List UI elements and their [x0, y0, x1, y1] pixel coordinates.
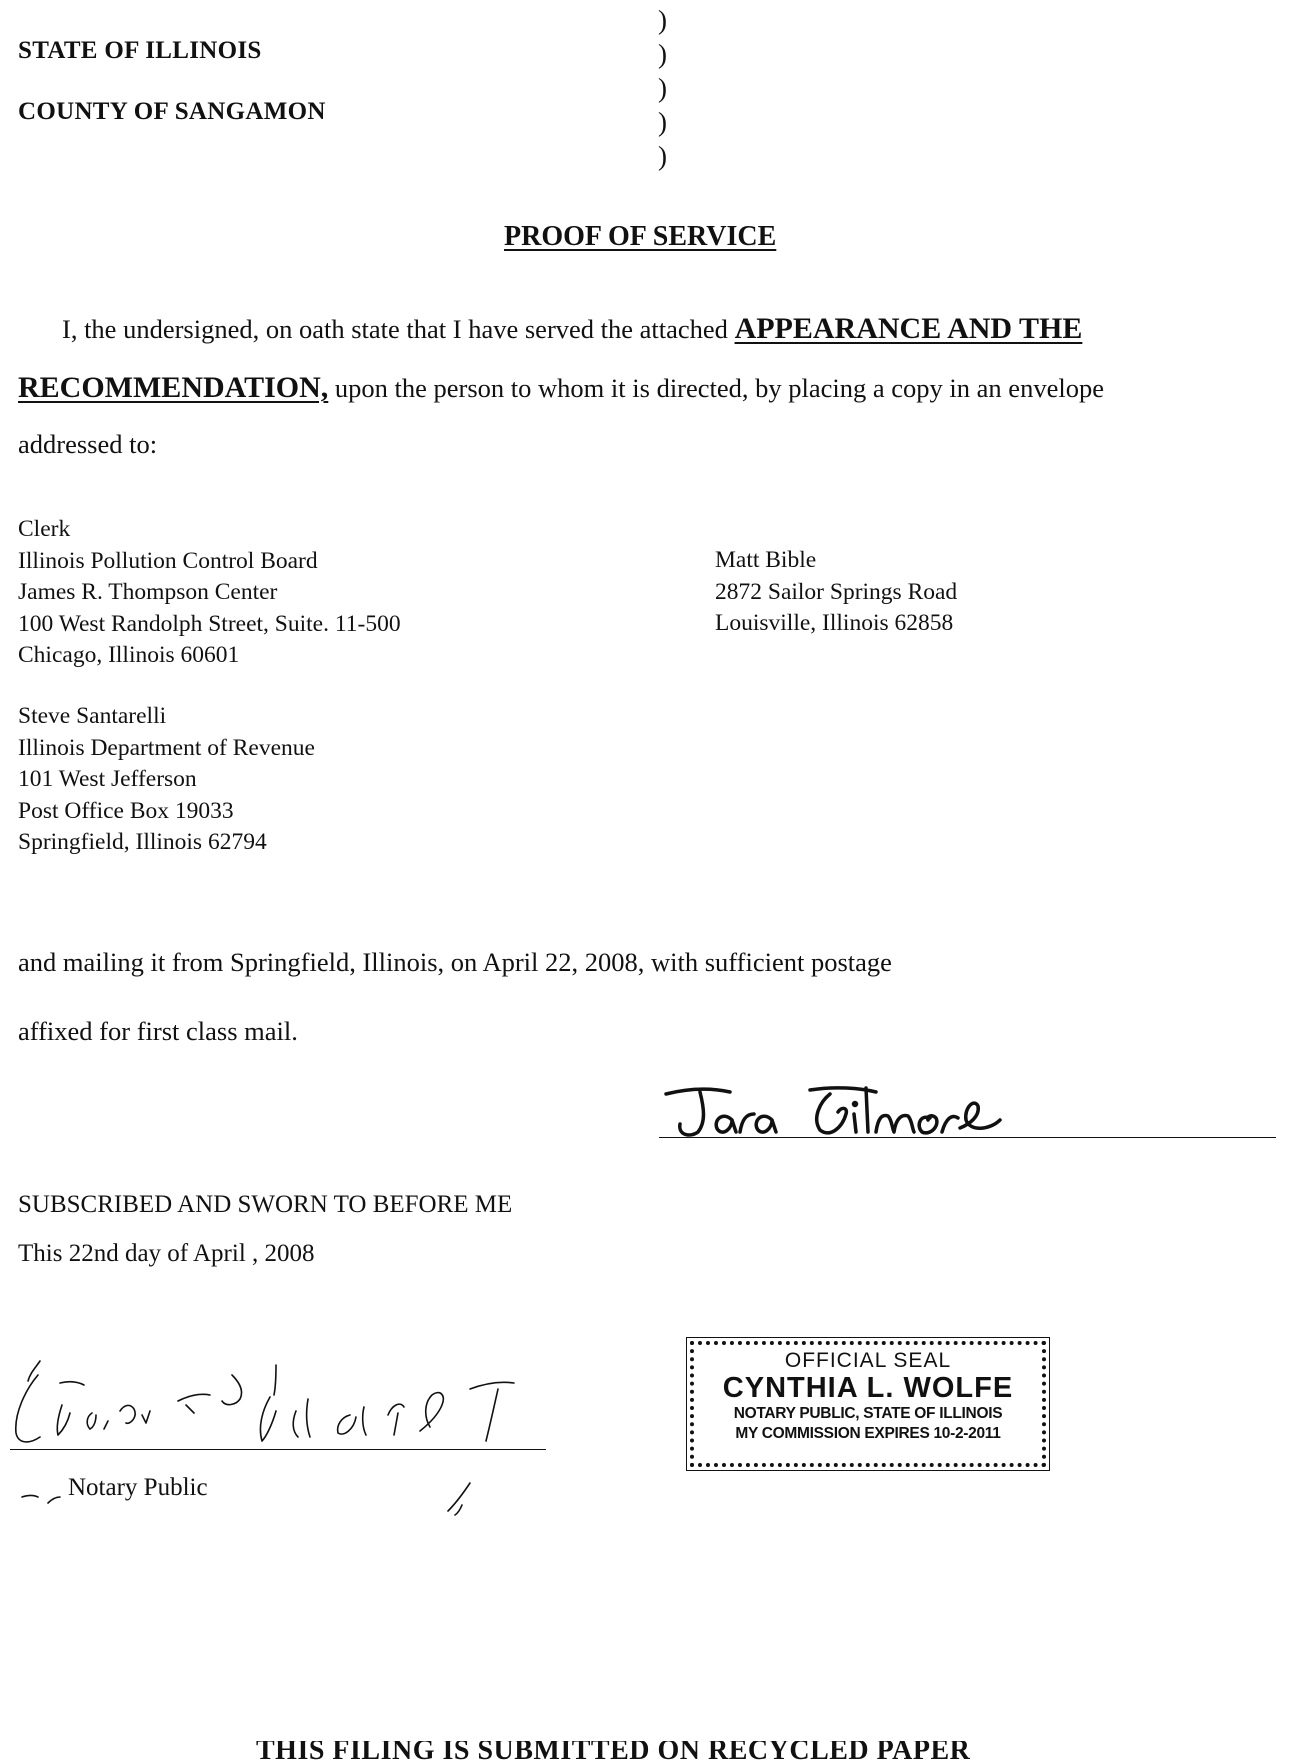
address-line: 100 West Randolph Street, Suite. 11-500: [18, 610, 401, 637]
notary-public-label: Notary Public: [68, 1474, 208, 1501]
statement-line-2: [18, 373, 1104, 403]
address-line: Springfield, Illinois 62794: [18, 829, 267, 855]
state-caption: STATE OF ILLINOIS: [18, 37, 262, 64]
address-line: Louisville, Illinois 62858: [715, 610, 954, 636]
served-document-part-2: RECOMMENDATION,: [18, 371, 329, 404]
seal-heading: OFFICIAL SEAL: [784, 1349, 952, 1372]
caption-paren: ): [658, 39, 667, 69]
caption-paren: ): [658, 5, 667, 35]
address-line: 101 West Jefferson: [18, 766, 197, 792]
affiant-signature-line: [659, 1137, 1276, 1138]
affiant-signature: [660, 1080, 1060, 1142]
official-seal: [690, 1341, 1046, 1467]
document-title: PROOF OF SERVICE: [504, 221, 777, 252]
notary-signature-line: [10, 1449, 546, 1450]
jurat-line-1: SUBSCRIBED AND SWORN TO BEFORE ME: [18, 1191, 513, 1218]
seal-notary-title: NOTARY PUBLIC, STATE OF ILLINOIS: [733, 1405, 1003, 1422]
statement-line-1: [62, 314, 1082, 344]
statement-suffix: upon the person to whom it is directed, by placing a copy in an envelope: [334, 373, 1104, 403]
address-line: Steve Santarelli: [18, 703, 167, 729]
address-line: 2872 Sailor Springs Road: [715, 578, 958, 605]
served-document-part-1: APPEARANCE AND THE: [734, 312, 1083, 345]
address-line: James R. Thompson Center: [18, 579, 278, 605]
address-line: Chicago, Illinois 60601: [18, 642, 240, 668]
statement-line-3: addressed to:: [18, 429, 158, 459]
recycled-paper-footer: THIS FILING IS SUBMITTED ON RECYCLED PAPER: [256, 1741, 971, 1760]
address-block-revenue: [18, 701, 315, 859]
address-line: Post Office Box 19033: [18, 797, 234, 824]
jurat-line-2: This 22nd day of April , 2008: [18, 1240, 315, 1267]
address-line: Matt Bible: [715, 547, 817, 573]
address-line: Illinois Department of Revenue: [18, 734, 315, 761]
statement-prefix: I, the undersigned, on oath state that I have served the attached: [62, 314, 728, 344]
address-line: Illinois Pollution Control Board: [18, 547, 318, 574]
mailing-line-2: affixed for first class mail.: [18, 1016, 298, 1046]
county-caption: COUNTY OF SANGAMON: [18, 98, 326, 125]
address-block-bible: [715, 545, 957, 640]
caption-paren: ): [658, 73, 667, 103]
caption-parens: [658, 3, 667, 173]
caption-paren: ): [658, 141, 667, 171]
seal-notary-name: CYNTHIA L. WOLFE: [722, 1372, 1014, 1404]
caption-paren: ): [658, 107, 667, 137]
seal-commission-expiry: MY COMMISSION EXPIRES 10-2-2011: [735, 1425, 1001, 1442]
mailing-line-1: and mailing it from Springfield, Illinois, on April 22, 2008, with sufficient postage: [18, 947, 892, 977]
address-line: Clerk: [18, 516, 71, 542]
address-block-clerk: [18, 514, 401, 672]
